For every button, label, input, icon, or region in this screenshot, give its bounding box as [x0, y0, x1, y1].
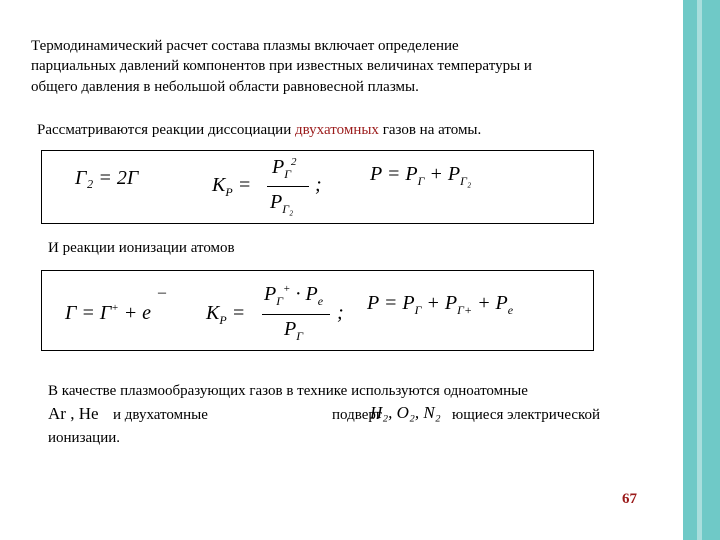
- pressure-plus: + P: [424, 163, 461, 185]
- dissociation-fraction-line: [267, 186, 309, 187]
- ion-pressure-p: P = P: [367, 292, 415, 314]
- ionization-heading: И реакции ионизации атомов: [48, 240, 235, 256]
- pressure-p: P = P: [370, 163, 418, 185]
- dissociation-pressure: [370, 163, 471, 189]
- closing-line-1: В качестве плазмообразующих газов в технике используются одноатомные: [48, 383, 528, 399]
- ion-pressure-plus-2: + P: [472, 292, 508, 314]
- dissociation-lead: Рассматриваются реакции диссоциации: [37, 122, 295, 138]
- num-p1: P: [264, 283, 277, 305]
- ionization-denominator: [284, 318, 303, 344]
- side-decor-stripe: [697, 0, 702, 540]
- closing-line-3: ионизации.: [48, 430, 120, 446]
- k-symbol: K: [212, 174, 226, 196]
- intro-line-3: общего давления в небольшой области равновесной плазмы.: [31, 79, 419, 95]
- numerator-p: P: [272, 156, 285, 178]
- num-p2-sub: e: [317, 294, 324, 308]
- reaction-lhs: Г = Г: [65, 302, 112, 324]
- dissociation-highlight: двухатомных: [294, 122, 379, 138]
- dissociation-tail: газов на атомы.: [378, 122, 482, 138]
- num-dot: · P: [290, 283, 318, 305]
- ionization-fraction-line: [262, 314, 330, 315]
- dissociation-constant: $K_P$ =: [212, 174, 252, 199]
- reaction-sup: +: [111, 302, 119, 314]
- dissociation-semicolon: ;: [315, 174, 322, 196]
- ionization-pressure: [367, 292, 513, 318]
- closing-line-2-tail: ющиеся электрической: [452, 407, 601, 423]
- ion-pressure-plus-1: + P: [421, 292, 458, 314]
- reaction-rhs: + e: [118, 302, 152, 324]
- ion-pressure-sub-1: Г: [414, 303, 422, 317]
- ionization-semicolon: ;: [337, 302, 344, 324]
- intro-line-2: парциальных давлений компонентов при известных величинах температуры и: [31, 58, 532, 74]
- closing-mono-gases: Ar , He: [48, 404, 99, 423]
- denominator-sub: Г₂: [282, 202, 294, 216]
- k-subscript-ion: P: [219, 313, 227, 327]
- ion-denominator-p: P: [284, 318, 297, 340]
- ionization-reaction: [65, 302, 151, 325]
- dissociation-reaction: Г₂ = 2Г: [75, 167, 139, 189]
- k-symbol-ion: K: [206, 302, 220, 324]
- numerator-sup: 2: [291, 156, 297, 168]
- num-p1-sub: Г: [276, 294, 284, 308]
- electron-bar: –: [158, 284, 166, 301]
- dissociation-heading: [37, 120, 481, 140]
- ionization-numerator: [264, 283, 323, 309]
- closing-diatomic-gases: H₂, O₂, N₂: [370, 403, 441, 422]
- closing-line-2-mid: и двухатомные: [113, 407, 208, 423]
- k-subscript: P: [225, 185, 233, 199]
- dissociation-numerator: [272, 156, 297, 182]
- intro-line-1: Термодинамический расчет состава плазмы включает определение: [31, 38, 459, 54]
- denominator-p: P: [270, 191, 283, 213]
- ion-denominator-sub: Г: [296, 329, 304, 343]
- pressure-sub-1: Г: [417, 174, 425, 188]
- ion-pressure-sub-3: e: [507, 303, 514, 317]
- page-number: 67: [622, 491, 637, 507]
- dissociation-denominator: [270, 191, 293, 217]
- numerator-sub: Г: [284, 167, 292, 181]
- pressure-sub-2: Г₂: [460, 174, 472, 188]
- num-p1-sup: +: [283, 283, 291, 295]
- closing-line-2-right: подверг: [332, 407, 383, 423]
- ionization-constant: $K_P$ =: [206, 302, 246, 327]
- ion-pressure-sub-2: Г+: [457, 303, 473, 317]
